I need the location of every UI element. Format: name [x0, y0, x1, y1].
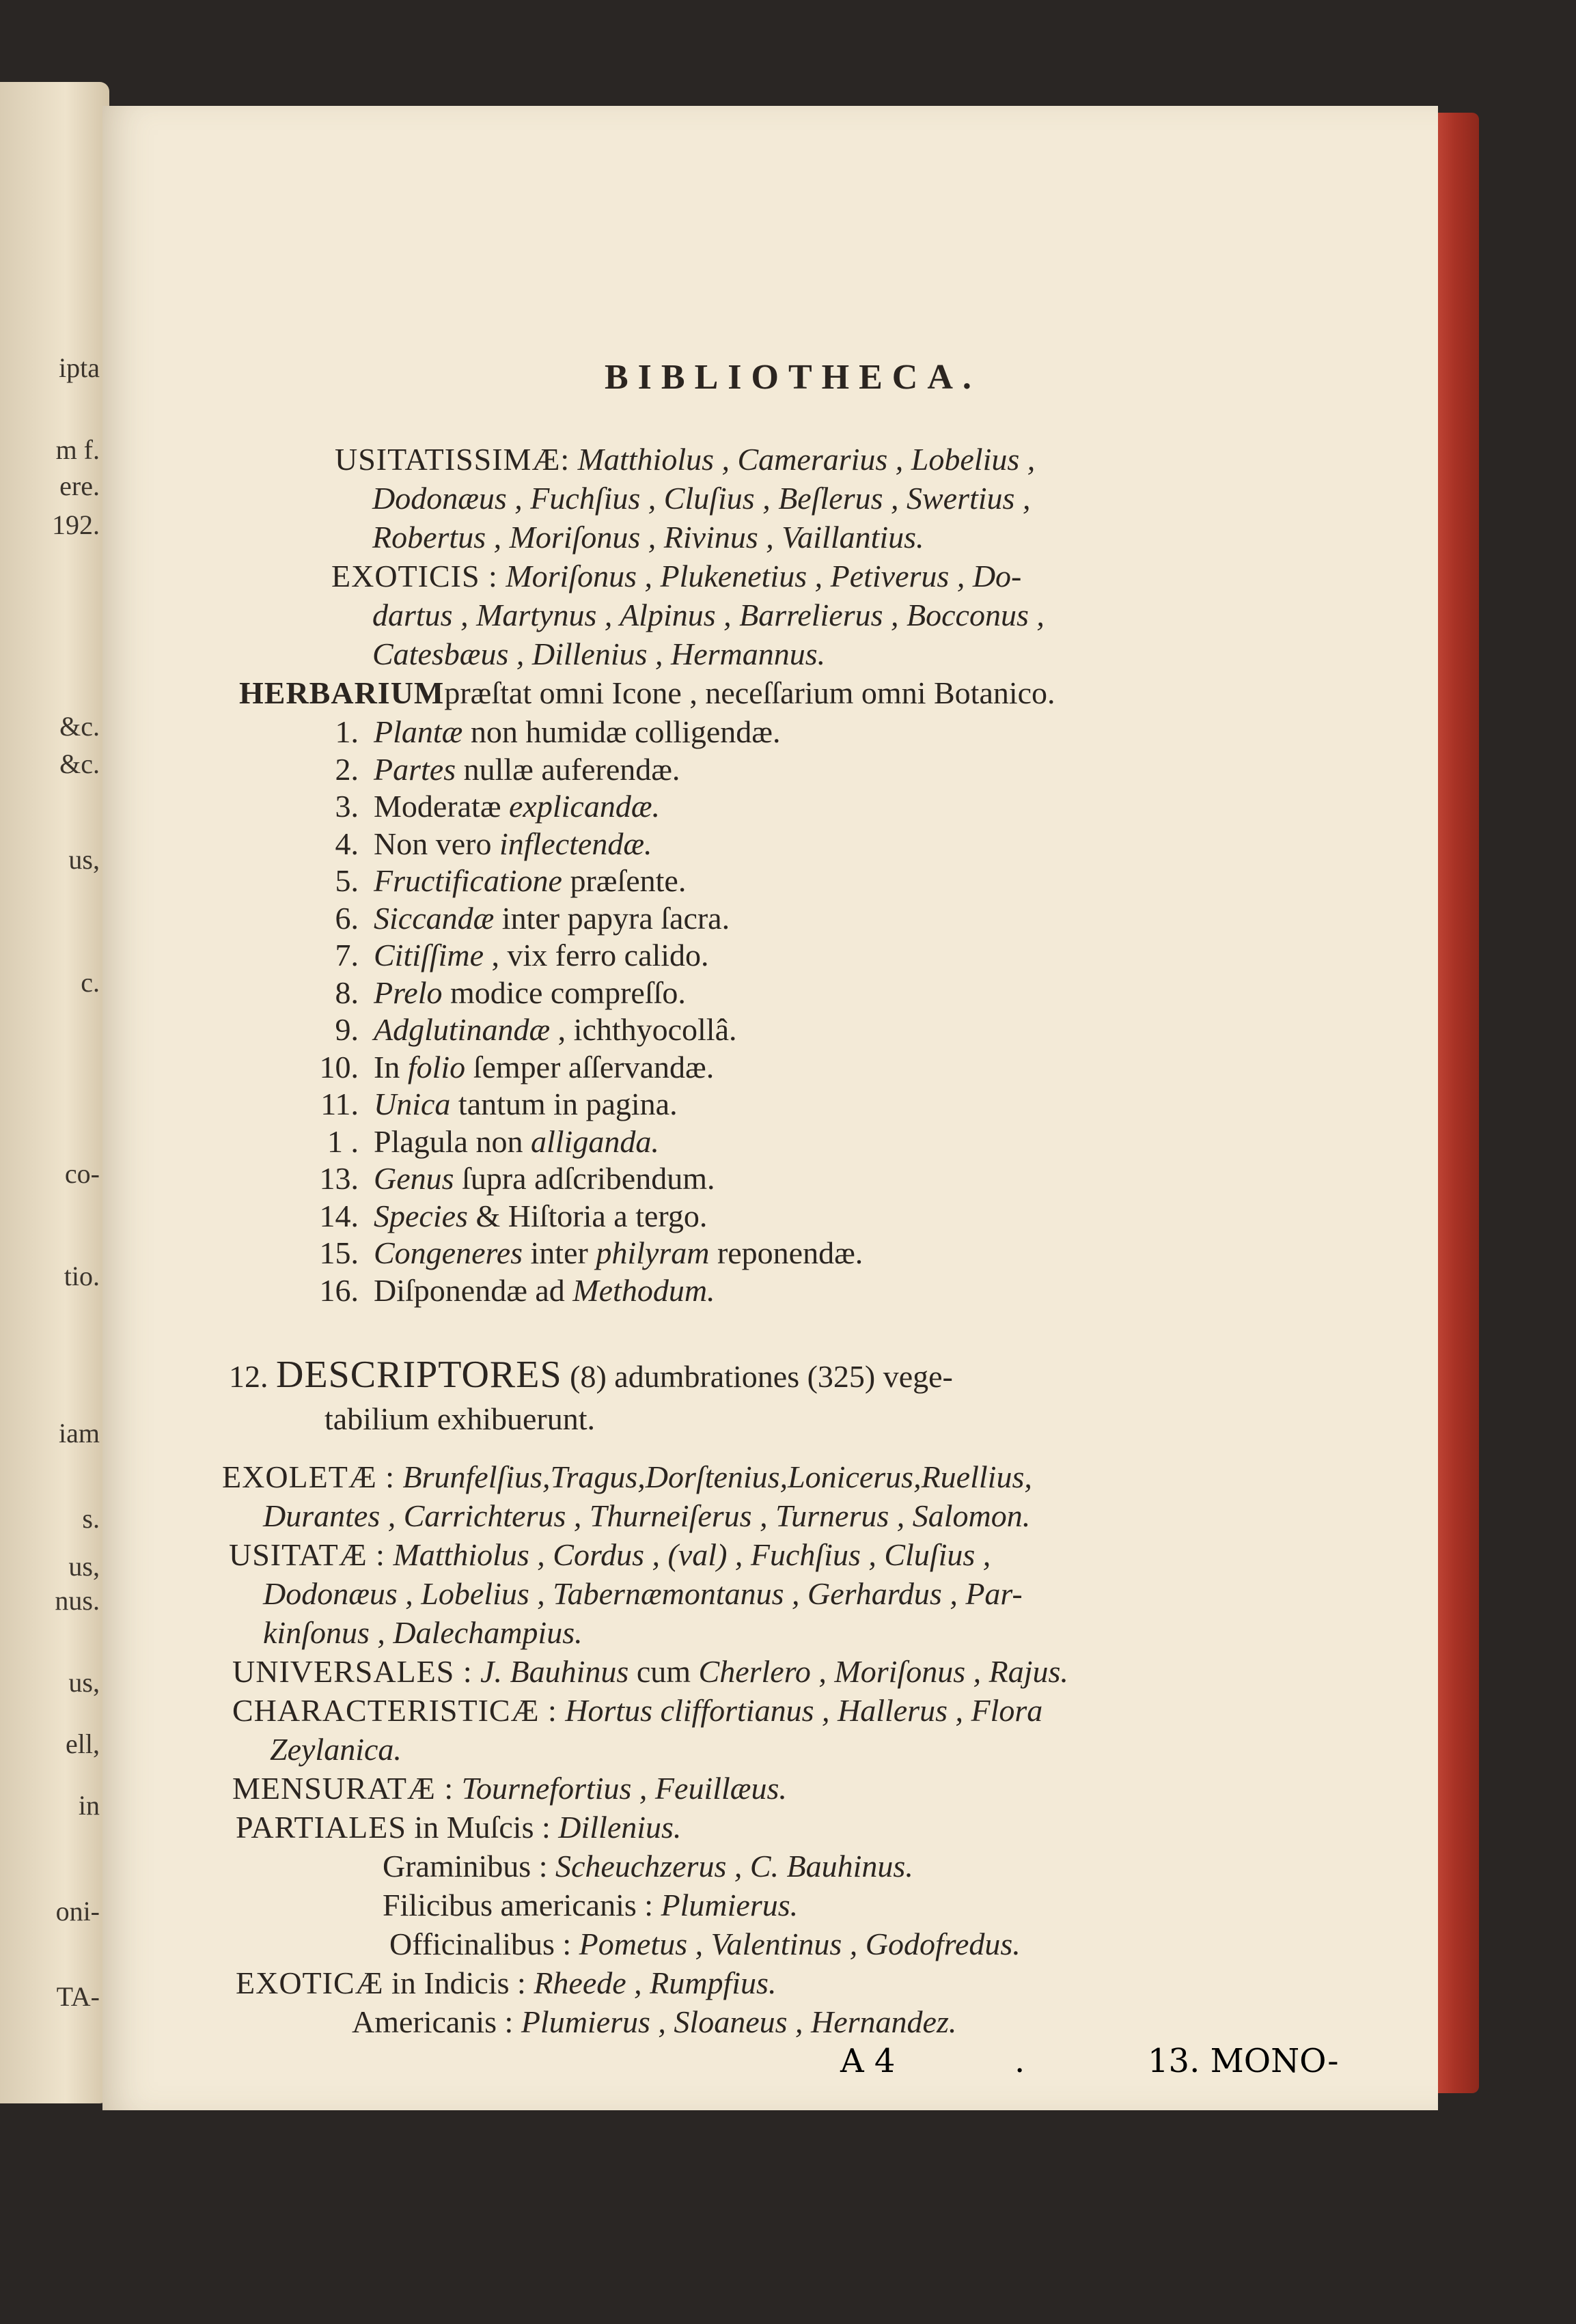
margin-fragment: &c.: [59, 711, 100, 742]
rule-number: 4.: [335, 826, 359, 861]
rule-number: 5.: [335, 863, 359, 898]
partiales-line-3: Filicibus americanis : Plumierus.: [383, 1888, 799, 1922]
margin-fragment: s.: [82, 1503, 100, 1534]
rule-number: 8.: [335, 975, 359, 1010]
descriptores-line-2: tabilium exhibuerunt.: [324, 1401, 596, 1436]
rule-text: non humidæ colligendæ.: [462, 714, 781, 749]
exoticae-line-1: EXOTICÆ in Indicis : Rheede , Rumpfius.: [236, 1965, 777, 2000]
margin-fragment: ere.: [59, 471, 100, 501]
rule-text: inter papyra ſacra.: [494, 900, 730, 936]
rule-text: Non vero: [374, 826, 499, 861]
herbarium-rule: [307, 1197, 707, 1235]
rule-text: , ichthyocollâ.: [550, 1012, 737, 1047]
mensuratae-line: MENSURATÆ : Tournefortius , Feuillæus.: [232, 1771, 787, 1806]
rule-text: Species: [374, 1198, 468, 1233]
margin-fragment: 192.: [52, 509, 100, 540]
rule-number: 14.: [319, 1198, 359, 1233]
herbarium-rule: [307, 713, 780, 751]
characteristicae-line-2: Zeylanica.: [270, 1732, 402, 1767]
usitatae-line-3: kinſonus , Dalechampius.: [263, 1615, 583, 1650]
rule-text: explicandæ.: [509, 789, 661, 824]
rule-number: 3.: [335, 789, 359, 824]
descriptores-line-1: 12. DESCRIPTORES (8) adumbrationes (325) vege-: [229, 1354, 953, 1396]
margin-fragment: tio.: [64, 1261, 100, 1291]
herbarium-rule: [307, 1123, 659, 1161]
partiales-line-2: Graminibus : Scheuchzerus , C. Bauhinus.: [383, 1849, 913, 1884]
margin-fragment: nus.: [55, 1585, 100, 1616]
rule-text: Diſponendæ ad: [374, 1272, 573, 1308]
rule-text: Fructificatione: [374, 863, 562, 898]
rule-text: Plagula non: [374, 1123, 531, 1159]
margin-fragment: co-: [64, 1158, 100, 1189]
herbarium-rule: [307, 1085, 678, 1123]
rule-text: Plantæ: [374, 714, 463, 749]
rule-text: Adglutinandæ: [374, 1012, 551, 1047]
rule-text: ſupra adſcribendum.: [454, 1161, 715, 1196]
herbarium-rule: [307, 1272, 715, 1310]
partiales-line-1: PARTIALES in Muſcis : Dillenius.: [236, 1810, 682, 1845]
exoticis-line-2: dartus , Martynus , Alpinus , Barrelierus , Bocconus ,: [372, 598, 1045, 632]
margin-fragment: ell,: [66, 1728, 100, 1759]
rule-text: modice compreſſo.: [442, 975, 686, 1010]
page-title: BIBLIOTHECA.: [605, 358, 981, 397]
rule-text: Prelo: [374, 975, 443, 1010]
herbarium-rule: [307, 1011, 737, 1049]
rule-number: 9.: [335, 1012, 359, 1047]
rule-text: præſente.: [562, 863, 687, 898]
usitatissimae-line-3: Robertus , Moriſonus , Rivinus , Vaillantius.: [372, 520, 924, 555]
margin-fragment: oni-: [55, 1896, 100, 1927]
rule-number: 16.: [319, 1272, 359, 1308]
rule-text: nullæ auferendæ.: [456, 751, 680, 787]
exoticis-line-3: Catesbæus , Dillenius , Hermannus.: [372, 636, 826, 671]
rule-text: Siccandæ: [374, 900, 495, 936]
margin-fragment: iam: [59, 1418, 100, 1448]
exoticis-line-1: EXOTICIS : Moriſonus , Plukenetius , Petiverus , Do-: [331, 559, 1022, 593]
rule-text: philyram: [596, 1235, 710, 1270]
universales-line: UNIVERSALES : J. Bauhinus cum Cherlero , Moriſonus , Rajus.: [232, 1654, 1068, 1689]
exoticae-line-2: Americanis : Plumierus , Sloaneus , Hernandez.: [352, 2004, 957, 2039]
rule-text: Congeneres: [374, 1235, 523, 1270]
rule-text: & Hiſtoria a tergo.: [467, 1198, 708, 1233]
usitatae-line-2: Dodonæus , Lobelius , Tabernæmontanus , Gerhardus , Par-: [263, 1576, 1023, 1611]
rule-number: 6.: [335, 900, 359, 936]
rule-number: 13.: [319, 1161, 359, 1196]
exoletae-line-1: EXOLETÆ : Brunfelſius,Tragus,Dorſtenius,Lonicerus,Ruellius,: [222, 1459, 1032, 1494]
rule-text: ſemper aſſervandæ.: [465, 1049, 715, 1084]
left-page-edge: [0, 82, 109, 2103]
herbarium-heading: HERBARIUMpræſtat omni Icone , neceſſarium omni Botanico.: [239, 675, 1055, 710]
herbarium-rule: [307, 899, 730, 938]
rule-number: 11.: [320, 1087, 359, 1121]
usitatae-line-1: USITATÆ : Matthiolus , Cordus , (val) , Fuchſius , Cluſius ,: [229, 1537, 991, 1572]
margin-fragment: us,: [68, 844, 100, 875]
characteristicae-line-1: CHARACTERISTICÆ : Hortus cliffortianus , Hallerus , Flora: [232, 1693, 1043, 1728]
herbarium-rule: [307, 936, 709, 975]
margin-fragment: in: [78, 1790, 100, 1821]
rule-text: In: [374, 1049, 408, 1084]
herbarium-rule: [307, 862, 686, 900]
partiales-line-4: Officinalibus : Pometus , Valentinus , Godofredus.: [389, 1927, 1021, 1961]
herbarium-rule: [307, 825, 652, 863]
margin-fragment: us,: [68, 1551, 100, 1582]
margin-fragment: &c.: [59, 748, 100, 779]
margin-fragment: us,: [68, 1667, 100, 1698]
rule-text: folio: [407, 1049, 466, 1084]
page-red-edge: [1431, 113, 1479, 2093]
rule-text: inter: [523, 1235, 596, 1270]
book-page: [102, 106, 1438, 2110]
rule-text: Citiſſime: [374, 938, 484, 972]
rule-text: Partes: [374, 751, 456, 787]
herbarium-rule: [307, 1234, 863, 1272]
rule-number: 15.: [319, 1235, 359, 1270]
rule-number: 1.: [335, 714, 359, 749]
rule-number: 7.: [335, 938, 359, 972]
rule-text: Methodum.: [572, 1272, 715, 1308]
herbarium-rule: [307, 974, 686, 1012]
rule-text: Moderatæ: [374, 789, 510, 824]
rule-text: tantum in pagina.: [450, 1087, 678, 1121]
rule-text: alliganda.: [530, 1123, 659, 1159]
rule-text: , vix ferro calido.: [484, 938, 709, 972]
herbarium-rule: [307, 1048, 714, 1087]
rule-number: 2.: [335, 751, 359, 787]
rule-text: inflectendæ.: [499, 826, 652, 861]
margin-fragment: ipta: [59, 352, 100, 383]
rule-number: 1 .: [327, 1123, 359, 1159]
footer-dot: .: [1014, 2042, 1025, 2080]
rule-text: Genus: [374, 1161, 454, 1196]
exoletae-line-2: Durantes , Carrichterus , Thurneiſerus , Turnerus , Salomon.: [263, 1498, 1031, 1533]
rule-number: 10.: [319, 1049, 359, 1084]
signature-mark: A 4: [840, 2042, 896, 2080]
catchword: 13. MONO-: [1148, 2042, 1339, 2080]
rule-text: Unica: [374, 1087, 451, 1121]
margin-fragment: TA-: [56, 1981, 100, 2012]
herbarium-rule: [307, 787, 660, 826]
usitatissimae-line-2: Dodonæus , Fuchſius , Cluſius , Beſlerus , Swertius ,: [372, 481, 1031, 516]
margin-fragment: m f.: [55, 434, 100, 465]
margin-fragment: c.: [81, 967, 100, 998]
usitatissimae-line-1: USITATISSIMÆ: Matthiolus , Camerarius , Lobelius ,: [335, 442, 1036, 477]
herbarium-rule: [307, 1160, 715, 1198]
herbarium-rule: [307, 751, 680, 789]
rule-text: reponendæ.: [709, 1235, 863, 1270]
